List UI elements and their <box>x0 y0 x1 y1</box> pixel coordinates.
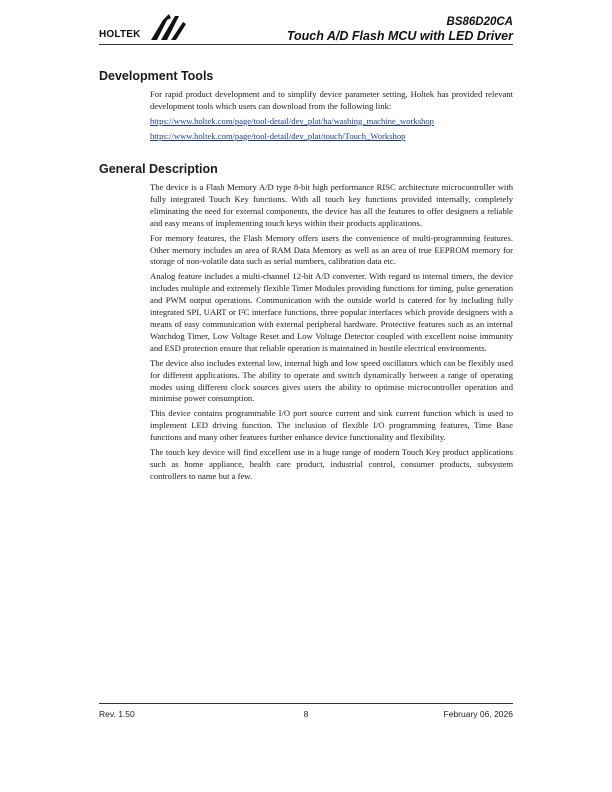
holtek-logo <box>99 12 189 44</box>
footer-divider <box>99 703 513 704</box>
dev-tools-section <box>150 89 513 146</box>
general-description-heading: General Description <box>99 162 218 176</box>
doc-code: BS86D20CA <box>446 16 513 28</box>
holtek-wing-icon <box>149 12 187 42</box>
dev-tools-intro: For rapid product development and to simplify device parameter setting, Holtek has provided relevant development tools which users can download from the following link: <box>150 89 513 111</box>
paragraph: The touch key device will find excellent use in a huge range of modern Touch Key product applications such as home appliance, health care product, industrial control, consumer products, subsystem controllers to name but a few. <box>150 447 513 481</box>
logo-text: HOLTEK <box>99 29 141 40</box>
general-description-section <box>150 182 513 486</box>
header-doc-info <box>287 16 513 43</box>
dev-tools-heading: Development Tools <box>99 69 214 83</box>
footer-revision: Rev. 1.50 <box>99 709 135 719</box>
paragraph: For memory features, the Flash Memory offers users the convenience of multi-programming features. Other memory includes an area of RAM Data Memory as well as an area of true EEPROM memory for storage of non-volatile data such as serial numbers, calibration data etc. <box>150 232 513 267</box>
footer-date: February 06, 2026 <box>443 709 513 719</box>
touch-workshop-link[interactable]: https://www.holtek.com/page/tool-detail/dev_plat/touch/Touch_Workshop <box>150 130 406 141</box>
paragraph: The device also includes external low, internal high and low speed oscillators which can be flexibly used for different applications. The ability to operate and switch dynamically between a range of operating modes using different clock sources gives users the ability to optimise microcontroller operation and minimise power consumption. <box>150 357 513 404</box>
doc-title: Touch A/D Flash MCU with LED Driver <box>286 29 513 43</box>
paragraph: The device is a Flash Memory A/D type 8-bit high performance RISC architecture microcontroller with fully integrated Touch Key functions. With all touch key functions provided internally, completely eliminating the need for external components, the device has all the features to offer designers a reliable and easy means of implementing touch keys within their products applications. <box>150 182 513 228</box>
header-divider <box>99 44 513 45</box>
footer-page-number: 8 <box>303 709 309 719</box>
paragraph: This device contains programmable I/O port source current and sink current function which is used to implement LED driving function. The inclusion of flexible I/O programming features, Time Base functions and many other features further enhance device functionality and flexibility. <box>150 408 513 443</box>
paragraph: Analog feature includes a multi-channel 12-bit A/D converter. With regard to internal timers, the device includes multiple and extremely flexible Timer Modules providing functions for timing, pulse generation and PWM output operations. Communication with the outside world is catered for by including fully integrated SPI, UART or I²C interface functions, three popular interfaces which provide designers with a means of easy communication with external peripheral hardware. Protective features such as an internal Watchdog Timer, Low Voltage Reset and Low Voltage Detector coupled with excellent noise immunity and ESD protection ensure that reliable operation is maintained in hostile electrical environments. <box>150 271 513 353</box>
washing-machine-workshop-link[interactable]: https://www.holtek.com/page/tool-detail/dev_plat/ha/washing_machine_workshop <box>150 115 434 126</box>
